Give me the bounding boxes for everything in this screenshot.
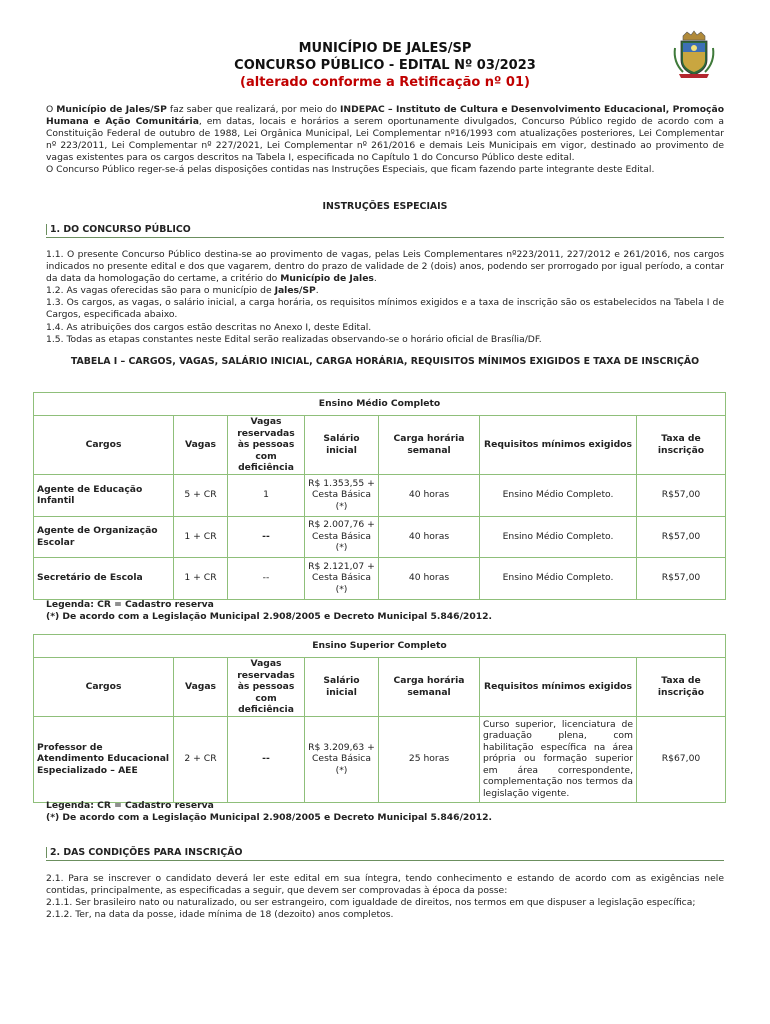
header-reservadas: Vagas reservadas às pessoas com deficiência xyxy=(228,416,305,475)
cell-carga: 25 horas xyxy=(379,716,480,802)
item-2-1-1: 2.1.1. Ser brasileiro nato ou naturalizado, ou ser estrangeiro, com igualdade de direitos, nos termos em que dispuser a legislação específica; xyxy=(46,897,696,909)
item-1-5: 1.5. Todas as etapas constantes neste Edital serão realizadas observando-se o horário oficial de Brasília/DF. xyxy=(46,333,542,345)
cell-requisitos: Curso superior, licenciatura de graduação plena, com habilitação específica na área própria ou formação superior em área correspondente, complementação nos termos da legislação vigente. xyxy=(480,716,637,802)
table-ensino-medio xyxy=(33,392,726,600)
item-1-2: 1.2. As vagas oferecidas são para o município de Jales/SP. xyxy=(46,285,319,297)
instrucoes-title: INSTRUÇÕES ESPECIAIS xyxy=(322,201,448,212)
cell-vagas: 5 + CR xyxy=(174,474,228,516)
section-1-heading: 1. DO CONCURSO PÚBLICO xyxy=(46,223,724,238)
item-2-1-2: 2.1.2. Ter, na data da posse, idade mínima de 18 (dezoito) anos completos. xyxy=(46,909,394,921)
table-row xyxy=(34,474,726,516)
header-requisitos: Requisitos mínimos exigidos xyxy=(480,416,637,475)
table-row xyxy=(34,716,726,802)
cell-taxa: R$57,00 xyxy=(637,516,726,557)
cell-reservadas: -- xyxy=(228,516,305,557)
cell-carga: 40 horas xyxy=(379,516,480,557)
cell-requisitos: Ensino Médio Completo. xyxy=(480,516,637,557)
table-1-legend: Legenda: CR = Cadastro reserva (*) De acordo com a Legislação Municipal 2.908/2005 e Decreto Municipal 5.846/2012. xyxy=(46,599,492,622)
cell-vagas: 1 + CR xyxy=(174,516,228,557)
retification-note: (alterado conforme a Retificação nº 01) xyxy=(240,75,530,90)
coat-of-arms-icon xyxy=(669,30,719,80)
section-2-body xyxy=(46,873,724,921)
cell-vagas: 2 + CR xyxy=(174,716,228,802)
item-1-1: 1.1. O presente Concurso Público destina-se ao provimento de vagas, pelas Leis Complementares nº223/2011, 227/2012 e 261/2016, nos cargos indicados no presente edital e dos que vagarem, dentro do prazo de validade de 2 (dois) anos, podendo ser prorrogado por igual período, a contar da data da homologação do certame, a critério do Município de Jales. xyxy=(46,249,724,285)
section-1-body xyxy=(46,249,724,346)
cell-taxa: R$67,00 xyxy=(637,716,726,802)
header-requisitos: Requisitos mínimos exigidos xyxy=(480,658,637,717)
cell-reservadas: -- xyxy=(228,716,305,802)
cell-cargo: Agente de Organização Escolar xyxy=(34,516,174,557)
item-1-3: 1.3. Os cargos, as vagas, o salário inicial, a carga horária, os requisitos mínimos exigidos e a taxa de inscrição são os estabelecidos na Tabela I de Cargos, especificada abaixo. xyxy=(46,297,724,321)
municipality-title: MUNICÍPIO DE JALES/SP xyxy=(298,41,472,56)
cell-taxa: R$57,00 xyxy=(637,474,726,516)
header-salario: Salário inicial xyxy=(305,658,379,717)
cell-salario: R$ 2.121,07 + Cesta Básica (*) xyxy=(305,557,379,599)
header-vagas: Vagas xyxy=(174,658,228,717)
header-carga: Carga horária semanal xyxy=(379,416,480,475)
cell-cargo: Professor de Atendimento Educacional Especializado – AEE xyxy=(34,716,174,802)
header-cargos: Cargos xyxy=(34,416,174,475)
cell-salario: R$ 2.007,76 + Cesta Básica (*) xyxy=(305,516,379,557)
header-vagas: Vagas xyxy=(174,416,228,475)
section-2-heading: 2. DAS CONDIÇÕES PARA INSCRIÇÃO xyxy=(46,846,724,861)
cell-requisitos: Ensino Médio Completo. xyxy=(480,557,637,599)
cell-reservadas: -- xyxy=(228,557,305,599)
header-cargos: Cargos xyxy=(34,658,174,717)
header-salario: Salário inicial xyxy=(305,416,379,475)
cell-cargo: Agente de Educação Infantil xyxy=(34,474,174,516)
cell-carga: 40 horas xyxy=(379,474,480,516)
header-taxa: Taxa de inscrição xyxy=(637,658,726,717)
table-ensino-superior xyxy=(33,634,726,803)
table-row xyxy=(34,557,726,599)
item-1-4: 1.4. As atribuições dos cargos estão descritas no Anexo I, deste Edital. xyxy=(46,321,372,333)
cell-carga: 40 horas xyxy=(379,557,480,599)
header-taxa: Taxa de inscrição xyxy=(637,416,726,475)
header-reservadas: Vagas reservadas às pessoas com deficiência xyxy=(228,658,305,717)
table-2-legend: Legenda: CR = Cadastro reserva (*) De acordo com a Legislação Municipal 2.908/2005 e Decreto Municipal 5.846/2012. xyxy=(46,800,492,823)
intro-paragraph: O Município de Jales/SP faz saber que realizará, por meio do INDEPAC – Instituto de Cultura e Desenvolvimento Educacional, Promoção Humana e Ação Comunitária, em datas, locais e horários a serem oportunamente divulgados, Concurso Público regido de acordo com a Constituição Federal de outubro de 1988, Lei Orgânica Municipal, Lei Complementar nº16/1993 com atualizações posteriores, Lei Complementar nº 223/2011, Lei Complementar nº 227/2021, Lei Complementar nº 261/2016 e demais Leis Municipais em vigor, destinado ao provimento de vagas existentes para os cargos descritos na Tabela I, especificada no Capítulo 1 do Concurso Público deste edital. xyxy=(46,104,725,164)
table-row xyxy=(34,516,726,557)
document-header xyxy=(0,40,770,91)
cell-vagas: 1 + CR xyxy=(174,557,228,599)
intro-block xyxy=(46,104,724,177)
intro-paragraph-2: O Concurso Público reger-se-á pelas disposições contidas nas Instruções Especiais, que ficam fazendo parte integrante deste Edital. xyxy=(46,164,655,176)
table-caption: Ensino Médio Completo xyxy=(34,393,726,416)
cell-salario: R$ 3.209,63 + Cesta Básica (*) xyxy=(305,716,379,802)
header-carga: Carga horária semanal xyxy=(379,658,480,717)
cell-taxa: R$57,00 xyxy=(637,557,726,599)
item-2-1: 2.1. Para se inscrever o candidato deverá ler este edital em sua íntegra, tendo conhecimento e estando de acordo com as exigências nele contidas, principalmente, as especificadas a seguir, que devem ser comprovadas à época da posse: xyxy=(46,873,724,897)
table-caption: Ensino Superior Completo xyxy=(34,635,726,658)
edital-title: CONCURSO PÚBLICO - EDITAL Nº 03/2023 xyxy=(234,58,536,73)
cell-requisitos: Ensino Médio Completo. xyxy=(480,474,637,516)
cell-cargo: Secretário de Escola xyxy=(34,557,174,599)
cell-salario: R$ 1.353,55 + Cesta Básica (*) xyxy=(305,474,379,516)
table-1-title: TABELA I – CARGOS, VAGAS, SALÁRIO INICIAL, CARGA HORÁRIA, REQUISITOS MÍNIMOS EXIGIDOS E TAXA DE INSCRIÇÃO xyxy=(70,356,700,367)
cell-reservadas: 1 xyxy=(228,474,305,516)
